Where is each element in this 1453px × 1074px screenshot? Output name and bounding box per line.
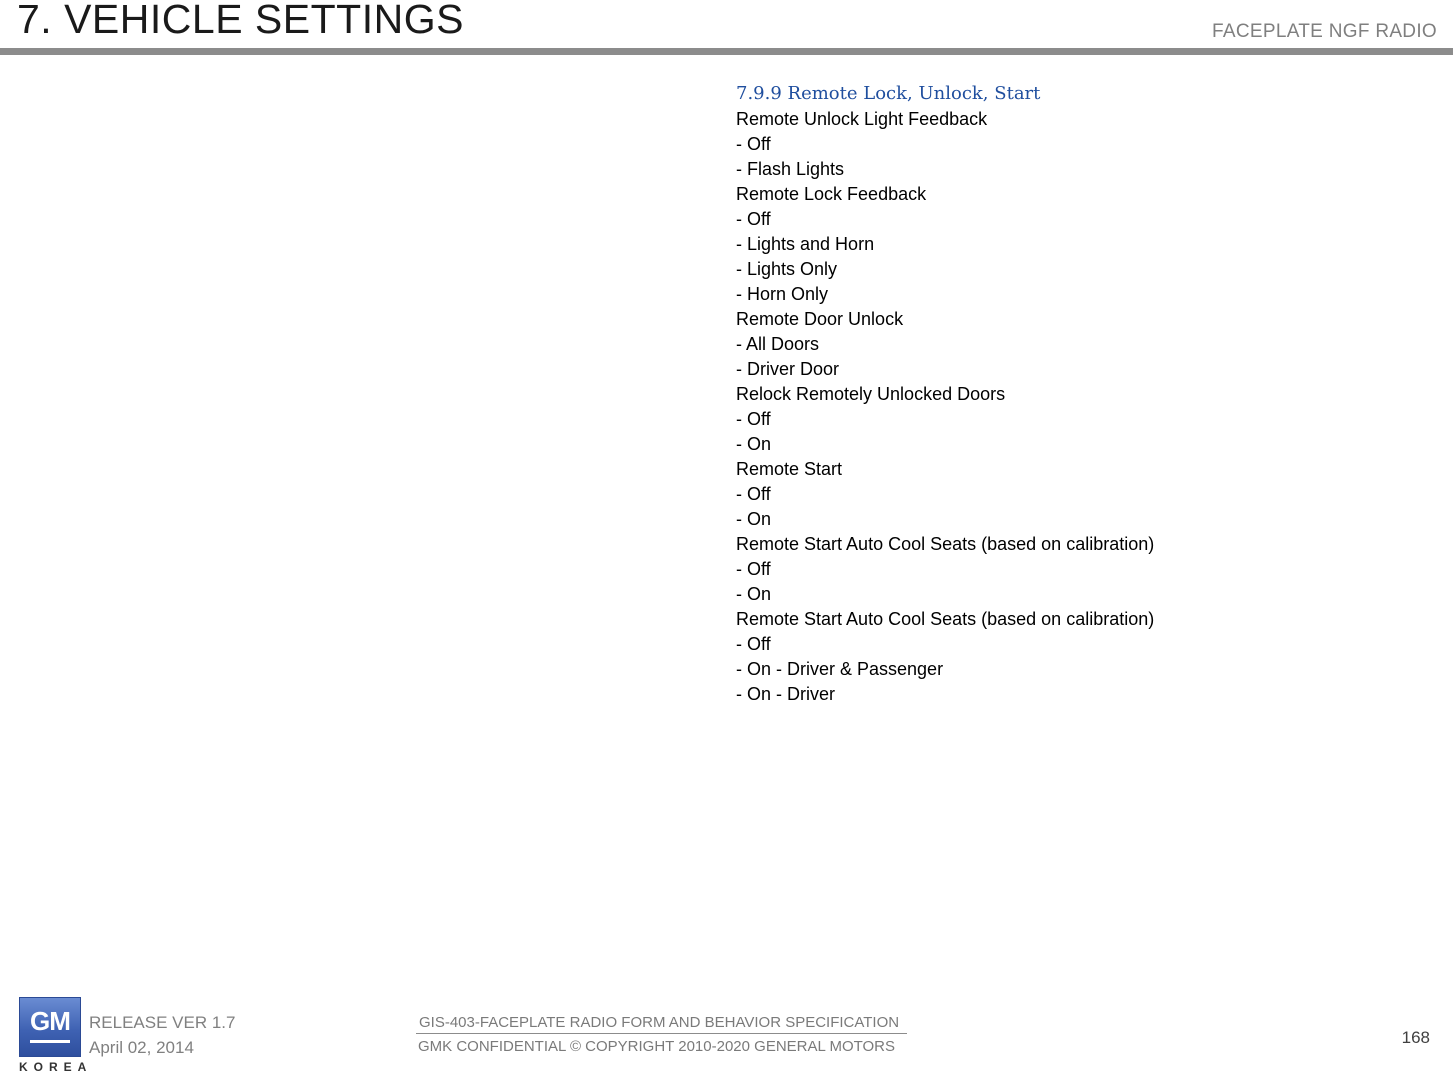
page-title: 7. VEHICLE SETTINGS (17, 0, 464, 42)
setting-name: Remote Door Unlock (736, 309, 904, 329)
settings-list (736, 107, 1396, 707)
setting-option: - Off (736, 634, 771, 654)
setting-option: - Flash Lights (736, 159, 845, 179)
setting-name: Remote Start (736, 459, 843, 479)
setting-option: - On (736, 509, 772, 529)
document-tag: FACEPLATE NGF RADIO (1212, 21, 1437, 42)
setting-option: - On - Driver & Passenger (736, 659, 944, 679)
setting-name: Remote Start Auto Cool Seats (based on calibration) (736, 534, 1155, 554)
setting-option: - Lights and Horn (736, 234, 875, 254)
setting-name: Remote Lock Feedback (736, 184, 927, 204)
spec-info (416, 1013, 907, 1058)
page-number: 168 (1401, 1028, 1430, 1047)
setting-name: Relock Remotely Unlocked Doors (736, 384, 1006, 404)
spec-title: GIS-403-FACEPLATE RADIO FORM AND BEHAVIOR SPECIFICATION (416, 1013, 907, 1034)
setting-option: - Off (736, 484, 771, 504)
setting-option: - Off (736, 409, 771, 429)
header-rule (0, 48, 1453, 55)
setting-option: - Off (736, 209, 771, 229)
gm-logo-underline (30, 1040, 70, 1043)
setting-option: - On - Driver (736, 684, 835, 704)
setting-option: - Off (736, 134, 771, 154)
release-version: RELEASE VER 1.7 (89, 1013, 236, 1032)
gm-korea-logo (19, 997, 93, 1074)
release-date: April 02, 2014 (89, 1038, 194, 1057)
setting-option: - Horn Only (736, 284, 829, 304)
release-info (89, 1010, 235, 1060)
gm-logo-square (19, 997, 81, 1057)
setting-option: - On (736, 434, 772, 454)
gm-logo-letters: GM (30, 1006, 70, 1036)
setting-name: Remote Start Auto Cool Seats (based on calibration) (736, 609, 1155, 629)
section-heading: 7.9.9 Remote Lock, Unlock, Start (736, 83, 1041, 104)
settings-section (736, 81, 1396, 707)
setting-option: - All Doors (736, 334, 820, 354)
setting-name: Remote Unlock Light Feedback (736, 109, 988, 129)
setting-option: - Driver Door (736, 359, 840, 379)
copyright-notice: GMK CONFIDENTIAL © COPYRIGHT 2010-2020 GENERAL MOTORS (418, 1038, 896, 1055)
setting-option: - Lights Only (736, 259, 838, 279)
setting-option: - Off (736, 559, 771, 579)
gm-logo-word: KOREA (19, 1060, 93, 1074)
setting-option: - On (736, 584, 772, 604)
